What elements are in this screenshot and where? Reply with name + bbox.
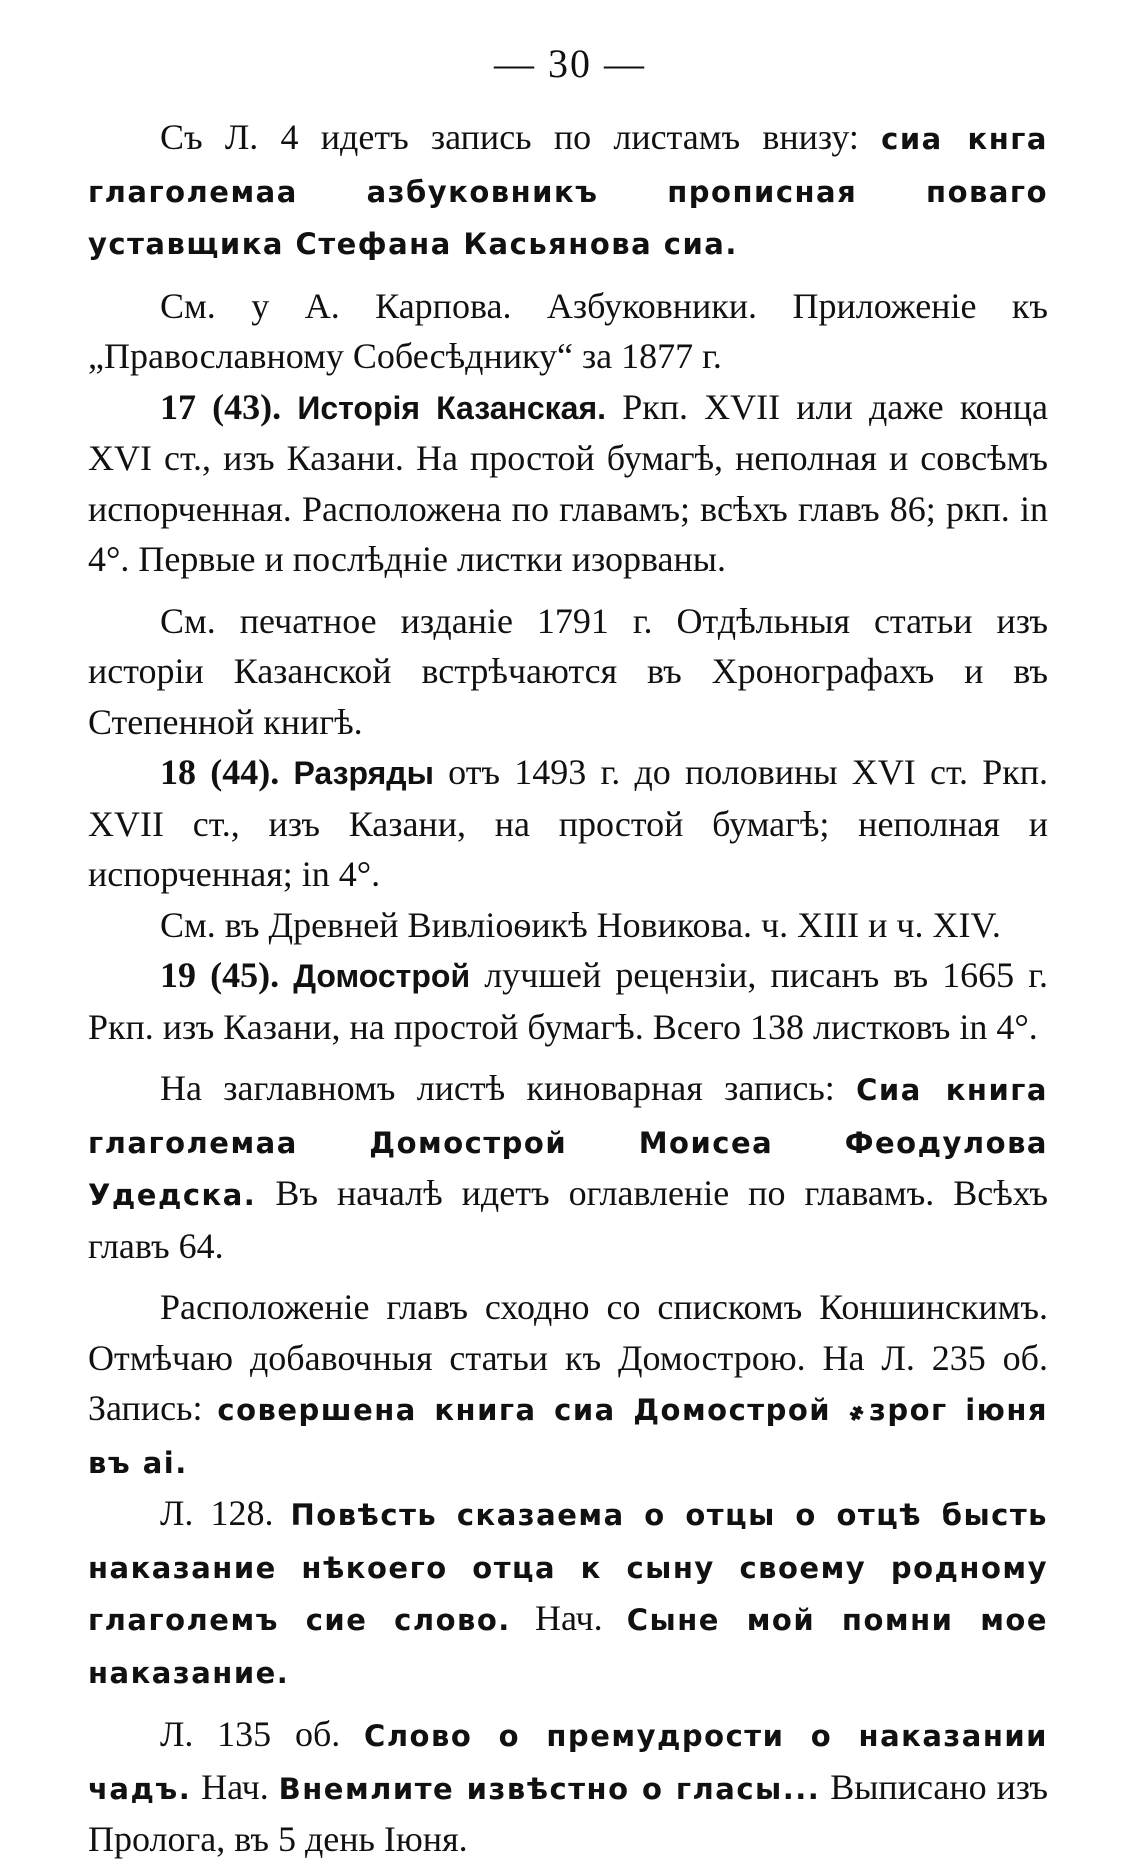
paragraph-text: Нач.	[191, 1766, 279, 1807]
paragraph-10	[88, 1488, 1048, 1698]
entry-title: Разряды	[293, 755, 434, 791]
entry-title: Домострой	[293, 958, 471, 994]
paragraph-text: См. печатное изданіе 1791 г. Отдѣльныя статьи изъ исторіи Казанской встрѣчаются въ Хронографахъ и въ Степенной книгѣ.	[88, 600, 1048, 742]
church-slavonic-title: Слово о премудрости о наказании чадъ.	[88, 1719, 1048, 1806]
paragraph-2	[88, 281, 1048, 382]
entry-number: 17 (43).	[160, 386, 298, 427]
paragraph-text: Нач.	[510, 1598, 627, 1638]
paragraph-8	[88, 1063, 1048, 1271]
catalog-entry-18	[88, 747, 1048, 900]
paragraph-9	[88, 1282, 1048, 1488]
paragraph-text: Л. 128.	[160, 1493, 291, 1533]
paragraph-text: См. у А. Карпова. Азбуковники. Приложеніе къ „Православному Собесѣднику“ за 1877 г.	[88, 285, 1048, 376]
entry-title: Исторія Казанская.	[297, 389, 607, 426]
church-slavonic-title: Повѣсть сказаема о отцы о отцѣ бысть наказание нѣкоего отца к сыну своему родному глаголемъ сие слово.	[88, 1498, 1048, 1637]
page-number: — 30 —	[494, 41, 646, 86]
paragraph-text: На заглавномъ листѣ киноварная запись:	[160, 1068, 857, 1108]
church-slavonic-inscription: Сиа книга глаголемаа Домострой Моисеа Феодулова Удедска.	[88, 1073, 1048, 1212]
entry-description: отъ 1493 г. до половины XVI ст. Ркп. XVII ст., изъ Казани, на простой бумагѣ; неполная и испорченная; in 4°.	[88, 752, 1048, 894]
paragraph-4	[88, 596, 1048, 748]
paragraph-text: Съ Л. 4 идетъ запись по листамъ внизу:	[160, 117, 882, 157]
paragraph-text: Въ началѣ идетъ оглавленіе по главамъ. Всѣхъ главъ 64.	[88, 1173, 1048, 1266]
paragraph-text: Расположеніе главъ сходно со спискомъ Коншинскимъ. Отмѣчаю добавочныя статьи къ Домострою. На Л. 235 об. Запись:	[88, 1287, 1048, 1428]
paragraph-1	[88, 112, 1048, 270]
entry-description: Ркп. XVII или даже конца XVI ст., изъ Казани. На простой бумагѣ, неполная и совсѣмъ испорченная. Расположена по главамъ; всѣхъ главъ 86; ркп. in 4°. Первые и послѣдніе листки изорваны.	[88, 386, 1049, 579]
church-slavonic-inscription: совершена книга сиа Домострой ҂зрог іюня въ аі.	[88, 1393, 1049, 1480]
entry-number: 19 (45).	[160, 955, 294, 995]
paragraph-text: См. въ Древней Вивліоѳикѣ Новикова. ч. XIII и ч. XIV.	[160, 904, 1001, 945]
church-slavonic-inscription: сиа кнга глаголемаа азбуковникъ прописная поваго уставщика Стефана Касьянова сиа.	[88, 122, 1048, 261]
catalog-entry-17	[88, 382, 1048, 585]
paragraph-11	[88, 1709, 1048, 1865]
entry-number: 18 (44).	[160, 752, 294, 792]
page-body	[88, 112, 1048, 1865]
church-slavonic-incipit: Сыне мой помни мое наказание.	[88, 1603, 1048, 1690]
paragraph-text: Л. 135 об.	[160, 1714, 365, 1754]
paragraph-6	[88, 900, 1048, 951]
catalog-entry-19	[88, 950, 1048, 1052]
paragraph-text: Выписано изъ Пролога, въ 5 день Іюня.	[88, 1766, 1048, 1859]
church-slavonic-incipit: Внемлите извѣстно о гласы...	[278, 1771, 821, 1806]
entry-description: лучшей рецензіи, писанъ въ 1665 г. Ркп. изъ Казани, на простой бумагѣ. Всего 138 листковъ in 4°.	[88, 955, 1048, 1047]
